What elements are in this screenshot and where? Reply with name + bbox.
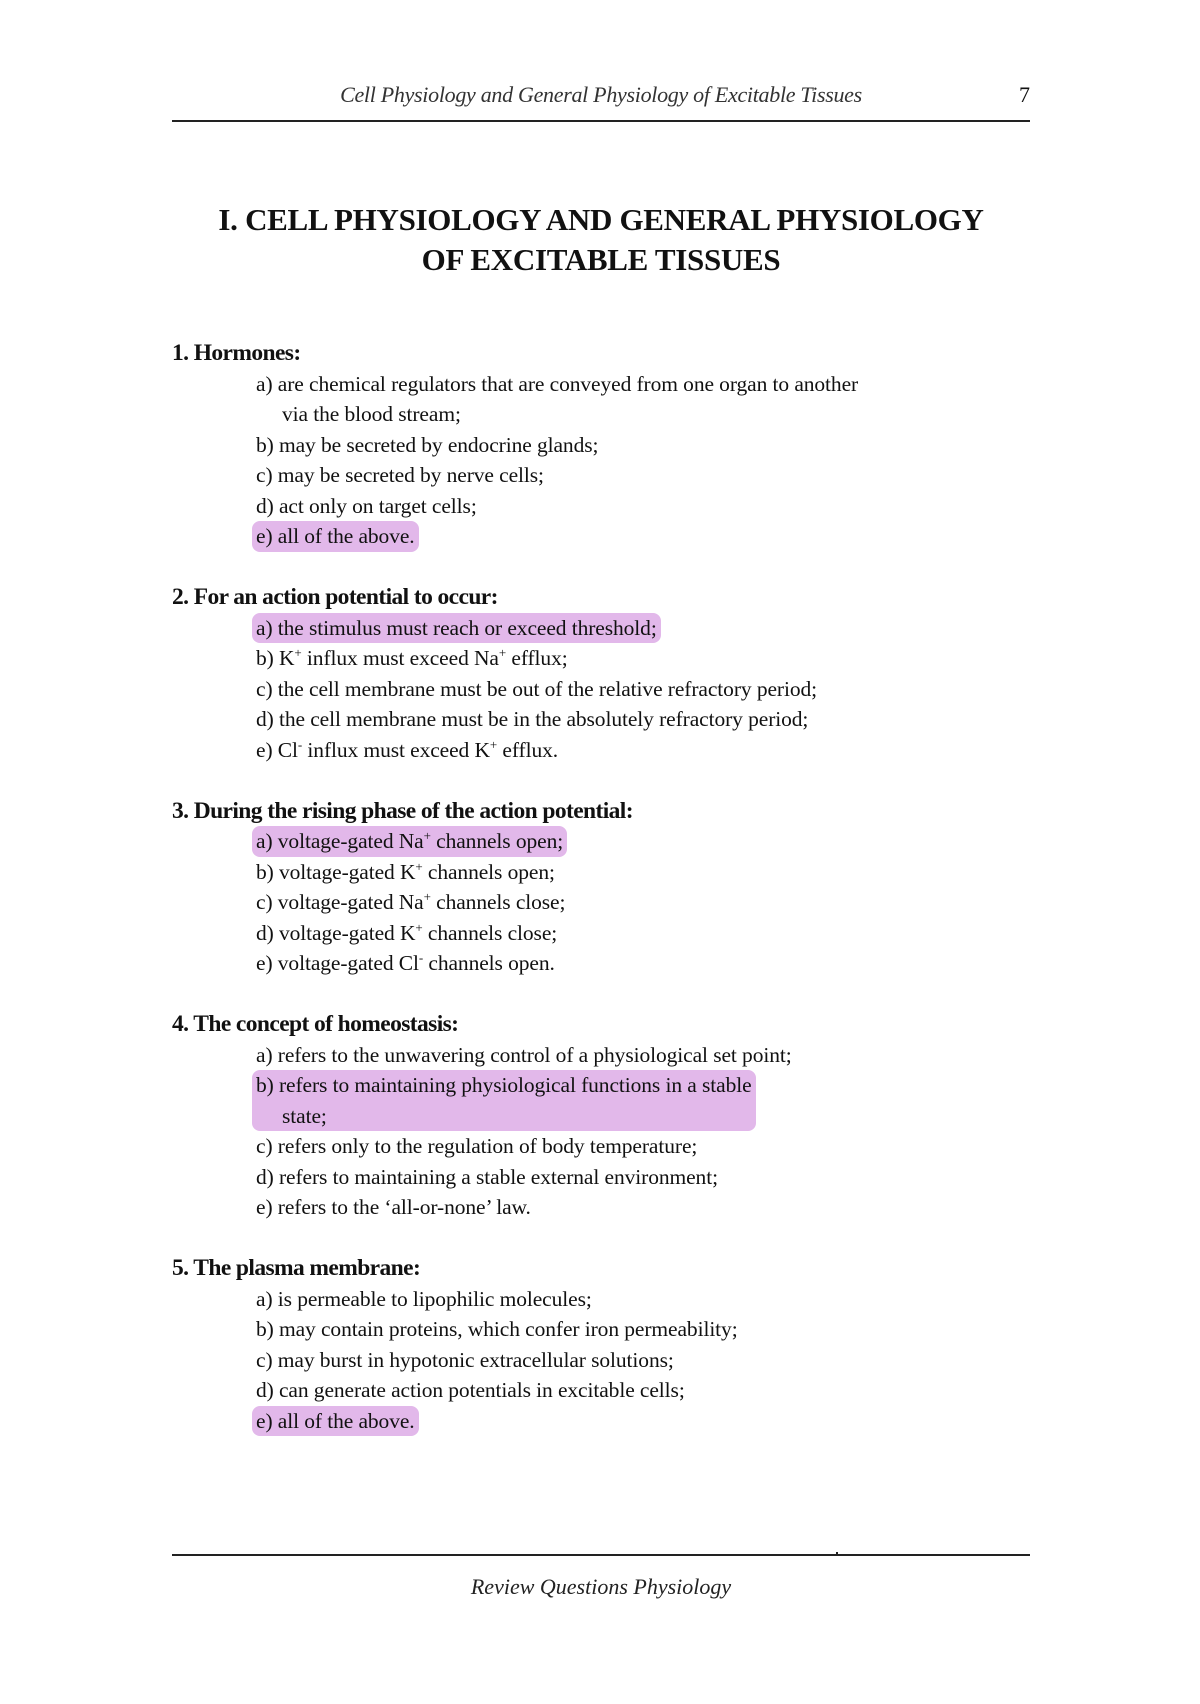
option-a-line-2: via the blood stream; — [282, 402, 461, 426]
question-4 — [172, 1009, 1032, 1223]
option-a — [256, 369, 1032, 430]
question-stem: 4. The concept of homeostasis: — [172, 1011, 459, 1037]
chapter-title — [172, 200, 1030, 280]
chapter-title-line-1: I. CELL PHYSIOLOGY AND GENERAL PHYSIOLOGY — [218, 202, 984, 237]
running-footer: Review Questions Physiology — [470, 1574, 732, 1599]
option-a-line-1: a) are chemical regulators that are conveyed from one organ to another — [256, 371, 859, 396]
question-5 — [172, 1253, 1032, 1436]
footer-rule-tick — [836, 1552, 838, 1556]
option-b-line-2: state; — [282, 1103, 327, 1128]
option-e-highlighted: e) all of the above. — [256, 1406, 1032, 1437]
footer-rule — [172, 1554, 1030, 1556]
option-b-highlighted — [256, 1070, 1032, 1131]
question-list — [172, 338, 1032, 1467]
running-header — [172, 82, 1030, 122]
option-e: e) refers to the ‘all-or-none’ law. — [256, 1195, 531, 1219]
option-e: e) voltage-gated Cl- channels open. — [256, 950, 555, 975]
question-2 — [172, 582, 1032, 765]
option-a-highlighted: a) the stimulus must reach or exceed threshold; — [256, 613, 1032, 644]
option-c: c) may burst in hypotonic extracellular solutions; — [256, 1347, 674, 1372]
option-b: b) may be secreted by endocrine glands; — [256, 432, 599, 457]
option-c: c) may be secreted by nerve cells; — [256, 463, 544, 487]
running-title: Cell Physiology and General Physiology of Excitable Tissues — [340, 82, 862, 107]
question-1 — [172, 338, 1032, 552]
question-stem: 5. The plasma membrane: — [172, 1255, 421, 1281]
question-3 — [172, 796, 1032, 979]
option-a: a) is permeable to lipophilic molecules; — [256, 1286, 592, 1311]
option-a-highlighted: a) voltage-gated Na+ channels open; — [256, 826, 1032, 857]
option-d: d) act only on target cells; — [256, 493, 477, 518]
option-e-highlighted: e) all of the above. — [256, 521, 1032, 552]
option-c: c) voltage-gated Na+ channels close; — [256, 889, 566, 914]
option-b-line-1: b) refers to maintaining physiological functions in a stable — [256, 1073, 752, 1097]
option-c: c) refers only to the regulation of body temperature; — [256, 1134, 698, 1158]
page-number: 7 — [1019, 82, 1030, 107]
option-a: a) refers to the unwavering control of a physiological set point; — [256, 1042, 792, 1067]
chapter-title-line-2: OF EXCITABLE TISSUES — [421, 242, 781, 277]
option-b: b) voltage-gated K+ channels open; — [256, 858, 555, 884]
option-c: c) the cell membrane must be out of the relative refractory period; — [256, 676, 818, 701]
question-stem: 2. For an action potential to occur: — [172, 584, 498, 610]
option-d: d) can generate action potentials in excitable cells; — [256, 1378, 685, 1402]
option-b: b) may contain proteins, which confer iron permeability; — [256, 1317, 738, 1341]
option-d: d) voltage-gated K+ channels close; — [256, 919, 558, 945]
question-stem: 1. Hormones: — [172, 340, 301, 366]
option-e: e) Cl- influx must exceed K+ efflux. — [256, 736, 559, 762]
option-b: b) K+ influx must exceed Na+ efflux; — [256, 645, 568, 670]
option-d: d) the cell membrane must be in the absolutely refractory period; — [256, 707, 809, 731]
question-stem: 3. During the rising phase of the action potential: — [172, 797, 633, 824]
option-d: d) refers to maintaining a stable external environment; — [256, 1164, 718, 1189]
